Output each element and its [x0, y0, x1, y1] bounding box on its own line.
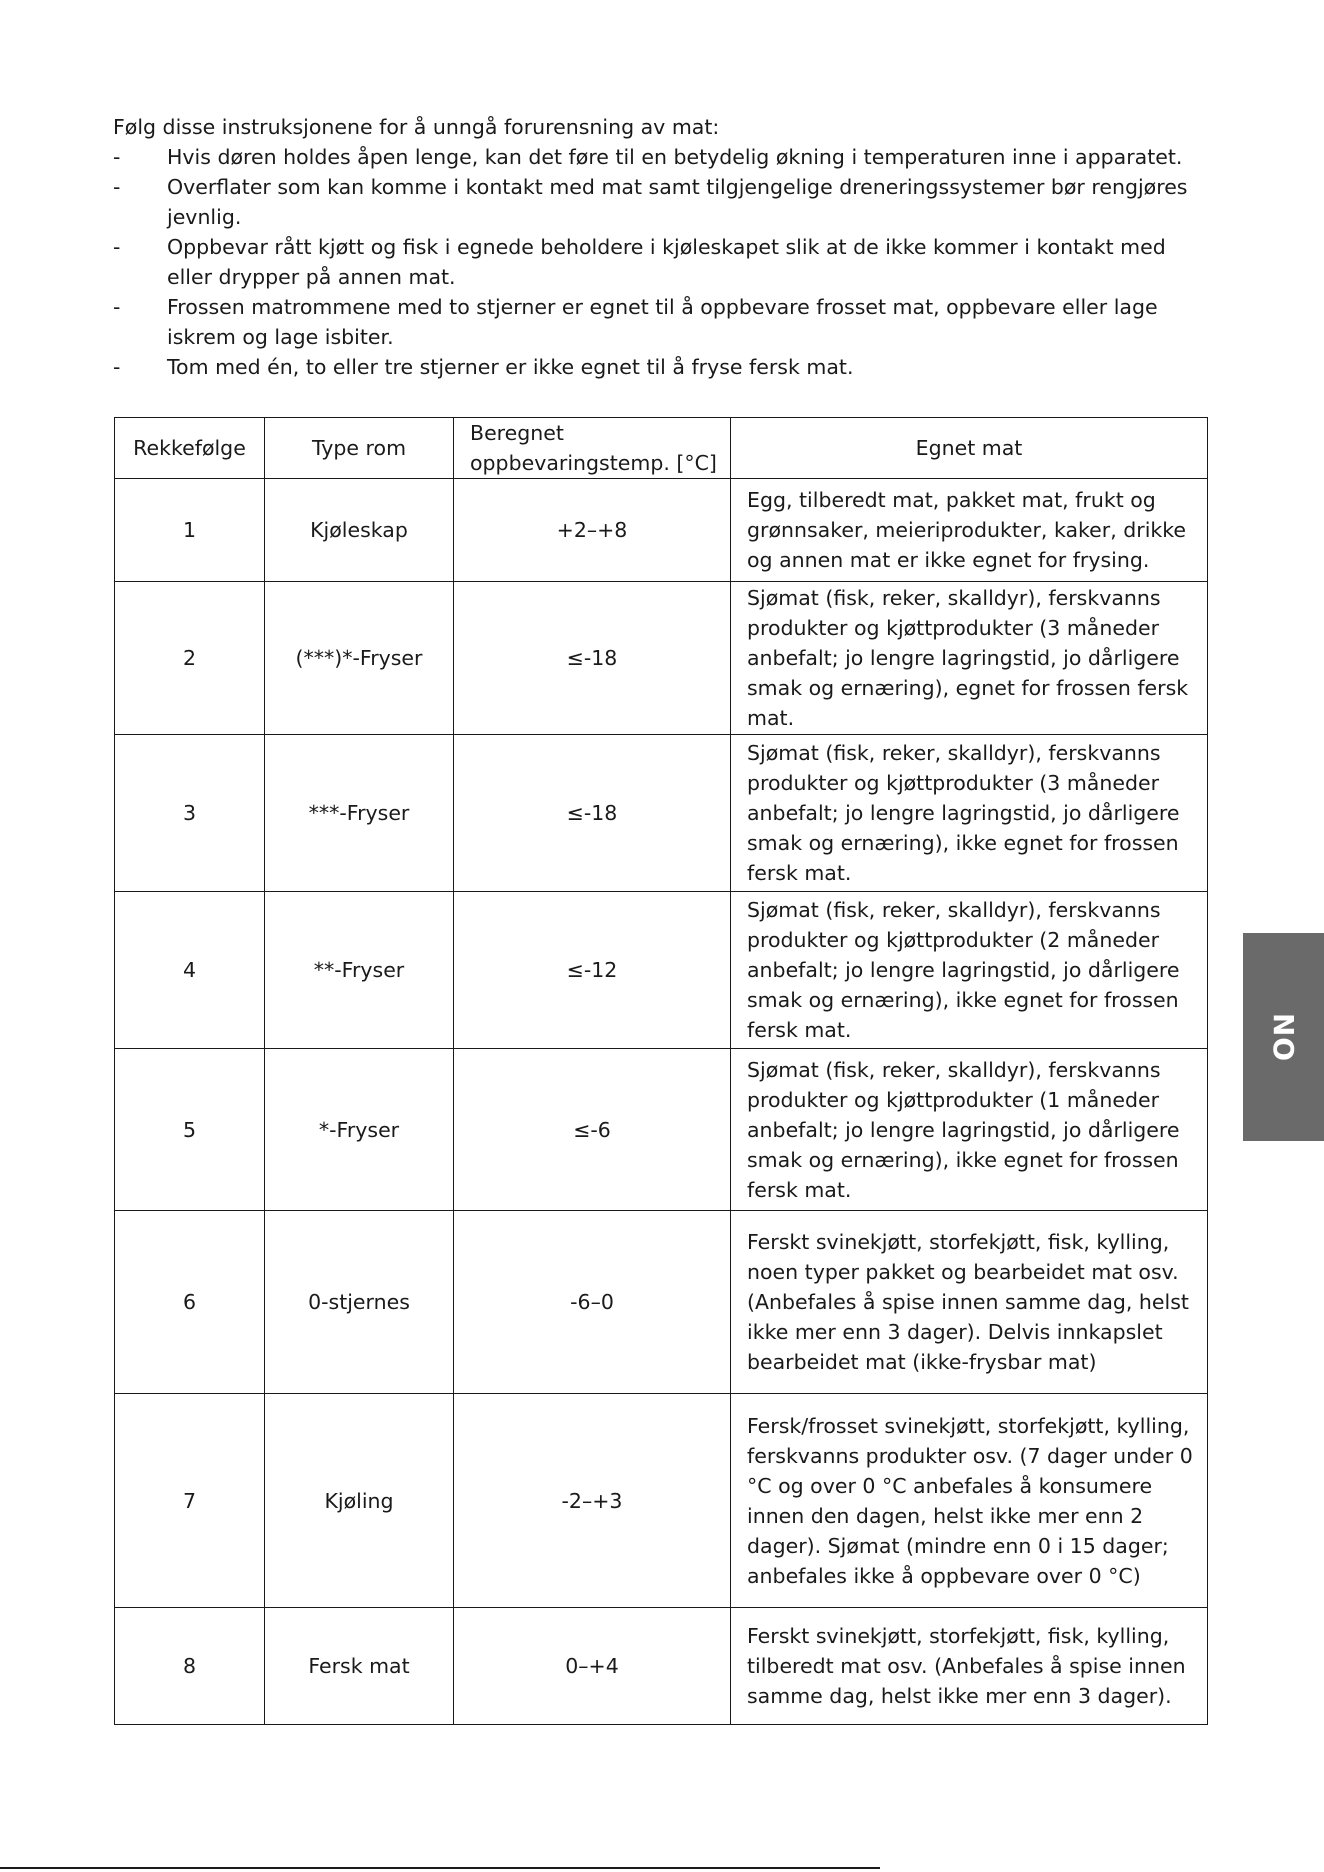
cell-type: Fersk mat [265, 1608, 454, 1725]
dash-marker: - [113, 295, 121, 319]
table-row [115, 1394, 1208, 1608]
intro-section [113, 112, 1213, 382]
dash-marker: - [113, 175, 121, 199]
table-row [115, 582, 1208, 735]
table-row [115, 1211, 1208, 1394]
cell-order: 2 [115, 582, 265, 735]
bullet-text: Oppbevar rått kjøtt og fisk i egnede beholdere i kjøleskapet slik at de ikke kommer i kontakt med eller drypper på annen mat. [167, 235, 1166, 289]
header-food: Egnet mat [731, 418, 1208, 479]
bullet-text: Tom med én, to eller tre stjerner er ikke egnet til å fryse fersk mat. [167, 355, 854, 379]
cell-type: 0-stjernes [265, 1211, 454, 1394]
table-row [115, 1049, 1208, 1211]
dash-marker: - [113, 145, 121, 169]
cell-food: Ferskt svinekjøtt, storfekjøtt, fisk, kylling, tilberedt mat osv. (Anbefales å spise innen samme dag, helst ikke mer enn 3 dager). [731, 1608, 1208, 1725]
cell-food: Sjømat (fisk, reker, skalldyr), ferskvanns produkter og kjøttprodukter (1 måneder anbefalt; jo lengre lagringstid, jo dårligere smak og ernæring), ikke egnet for frossen fersk mat. [731, 1049, 1208, 1211]
header-type: Type rom [265, 418, 454, 479]
cell-temp: ≤-18 [454, 735, 731, 892]
cell-temp: ≤-18 [454, 582, 731, 735]
header-temp: Beregnet oppbevaringstemp. [°C] [454, 418, 731, 479]
bullet-item [113, 292, 1213, 352]
cell-order: 7 [115, 1394, 265, 1608]
cell-order: 1 [115, 479, 265, 582]
cell-temp: -2–+3 [454, 1394, 731, 1608]
storage-table [114, 417, 1208, 1725]
language-tab-label: NO [1267, 1012, 1300, 1062]
cell-temp: ≤-6 [454, 1049, 731, 1211]
dash-marker: - [113, 235, 121, 259]
bullet-item [113, 142, 1213, 172]
cell-type: *-Fryser [265, 1049, 454, 1211]
footer-divider [0, 1867, 880, 1869]
table-row [115, 892, 1208, 1049]
cell-type: **-Fryser [265, 892, 454, 1049]
cell-temp: 0–+4 [454, 1608, 731, 1725]
cell-temp: ≤-12 [454, 892, 731, 1049]
cell-type: Kjøling [265, 1394, 454, 1608]
cell-type: (***)*-Fryser [265, 582, 454, 735]
cell-food: Fersk/frosset svinekjøtt, storfekjøtt, kylling, ferskvanns produkter osv. (7 dager under 0 °C og over 0 °C anbefales å konsumere innen den dagen, helst ikke mer enn 2 dager). Sjømat (mindre enn 0 i 15 dager; anbefales ikke å oppbevare over 0 °C) [731, 1394, 1208, 1608]
table-row [115, 1608, 1208, 1725]
bullet-item [113, 352, 1213, 382]
intro-heading: Følg disse instruksjonene for å unngå forurensning av mat: [113, 115, 720, 139]
cell-temp: +2–+8 [454, 479, 731, 582]
bullet-item [113, 172, 1213, 232]
bullet-item [113, 232, 1213, 292]
table-row [115, 735, 1208, 892]
bullet-text: Overflater som kan komme i kontakt med mat samt tilgjengelige dreneringssystemer bør rengjøres jevnlig. [167, 175, 1188, 229]
cell-order: 5 [115, 1049, 265, 1211]
table-row [115, 479, 1208, 582]
cell-order: 4 [115, 892, 265, 1049]
cell-food: Sjømat (fisk, reker, skalldyr), ferskvanns produkter og kjøttprodukter (2 måneder anbefalt; jo lengre lagringstid, jo dårligere smak og ernæring), ikke egnet for frossen fersk mat. [731, 892, 1208, 1049]
bullet-text: Frossen matrommene med to stjerner er egnet til å oppbevare frosset mat, oppbevare eller lage iskrem og lage isbiter. [167, 295, 1158, 349]
bullet-text: Hvis døren holdes åpen lenge, kan det føre til en betydelig økning i temperaturen inne i apparatet. [167, 145, 1183, 169]
cell-type: Kjøleskap [265, 479, 454, 582]
cell-food: Ferskt svinekjøtt, storfekjøtt, fisk, kylling, noen typer pakket og bearbeidet mat osv. (Anbefales å spise innen samme dag, helst ikke mer enn 3 dager). Delvis innkapslet bearbeidet mat (ikke-frysbar mat) [731, 1211, 1208, 1394]
cell-temp: -6–0 [454, 1211, 731, 1394]
dash-marker: - [113, 355, 121, 379]
cell-food: Sjømat (fisk, reker, skalldyr), ferskvanns produkter og kjøttprodukter (3 måneder anbefalt; jo lengre lagringstid, jo dårligere smak og ernæring), ikke egnet for frossen fersk mat. [731, 735, 1208, 892]
cell-order: 6 [115, 1211, 265, 1394]
table-header-row [115, 418, 1208, 479]
cell-type: ***-Fryser [265, 735, 454, 892]
cell-food: Egg, tilberedt mat, pakket mat, frukt og grønnsaker, meieriprodukter, kaker, drikke og annen mat er ikke egnet for frysing. [731, 479, 1208, 582]
cell-order: 8 [115, 1608, 265, 1725]
header-order: Rekkefølge [115, 418, 265, 479]
cell-food: Sjømat (fisk, reker, skalldyr), ferskvanns produkter og kjøttprodukter (3 måneder anbefalt; jo lengre lagringstid, jo dårligere smak og ernæring), egnet for frossen fersk mat. [731, 582, 1208, 735]
cell-order: 3 [115, 735, 265, 892]
language-tab [1243, 933, 1324, 1141]
